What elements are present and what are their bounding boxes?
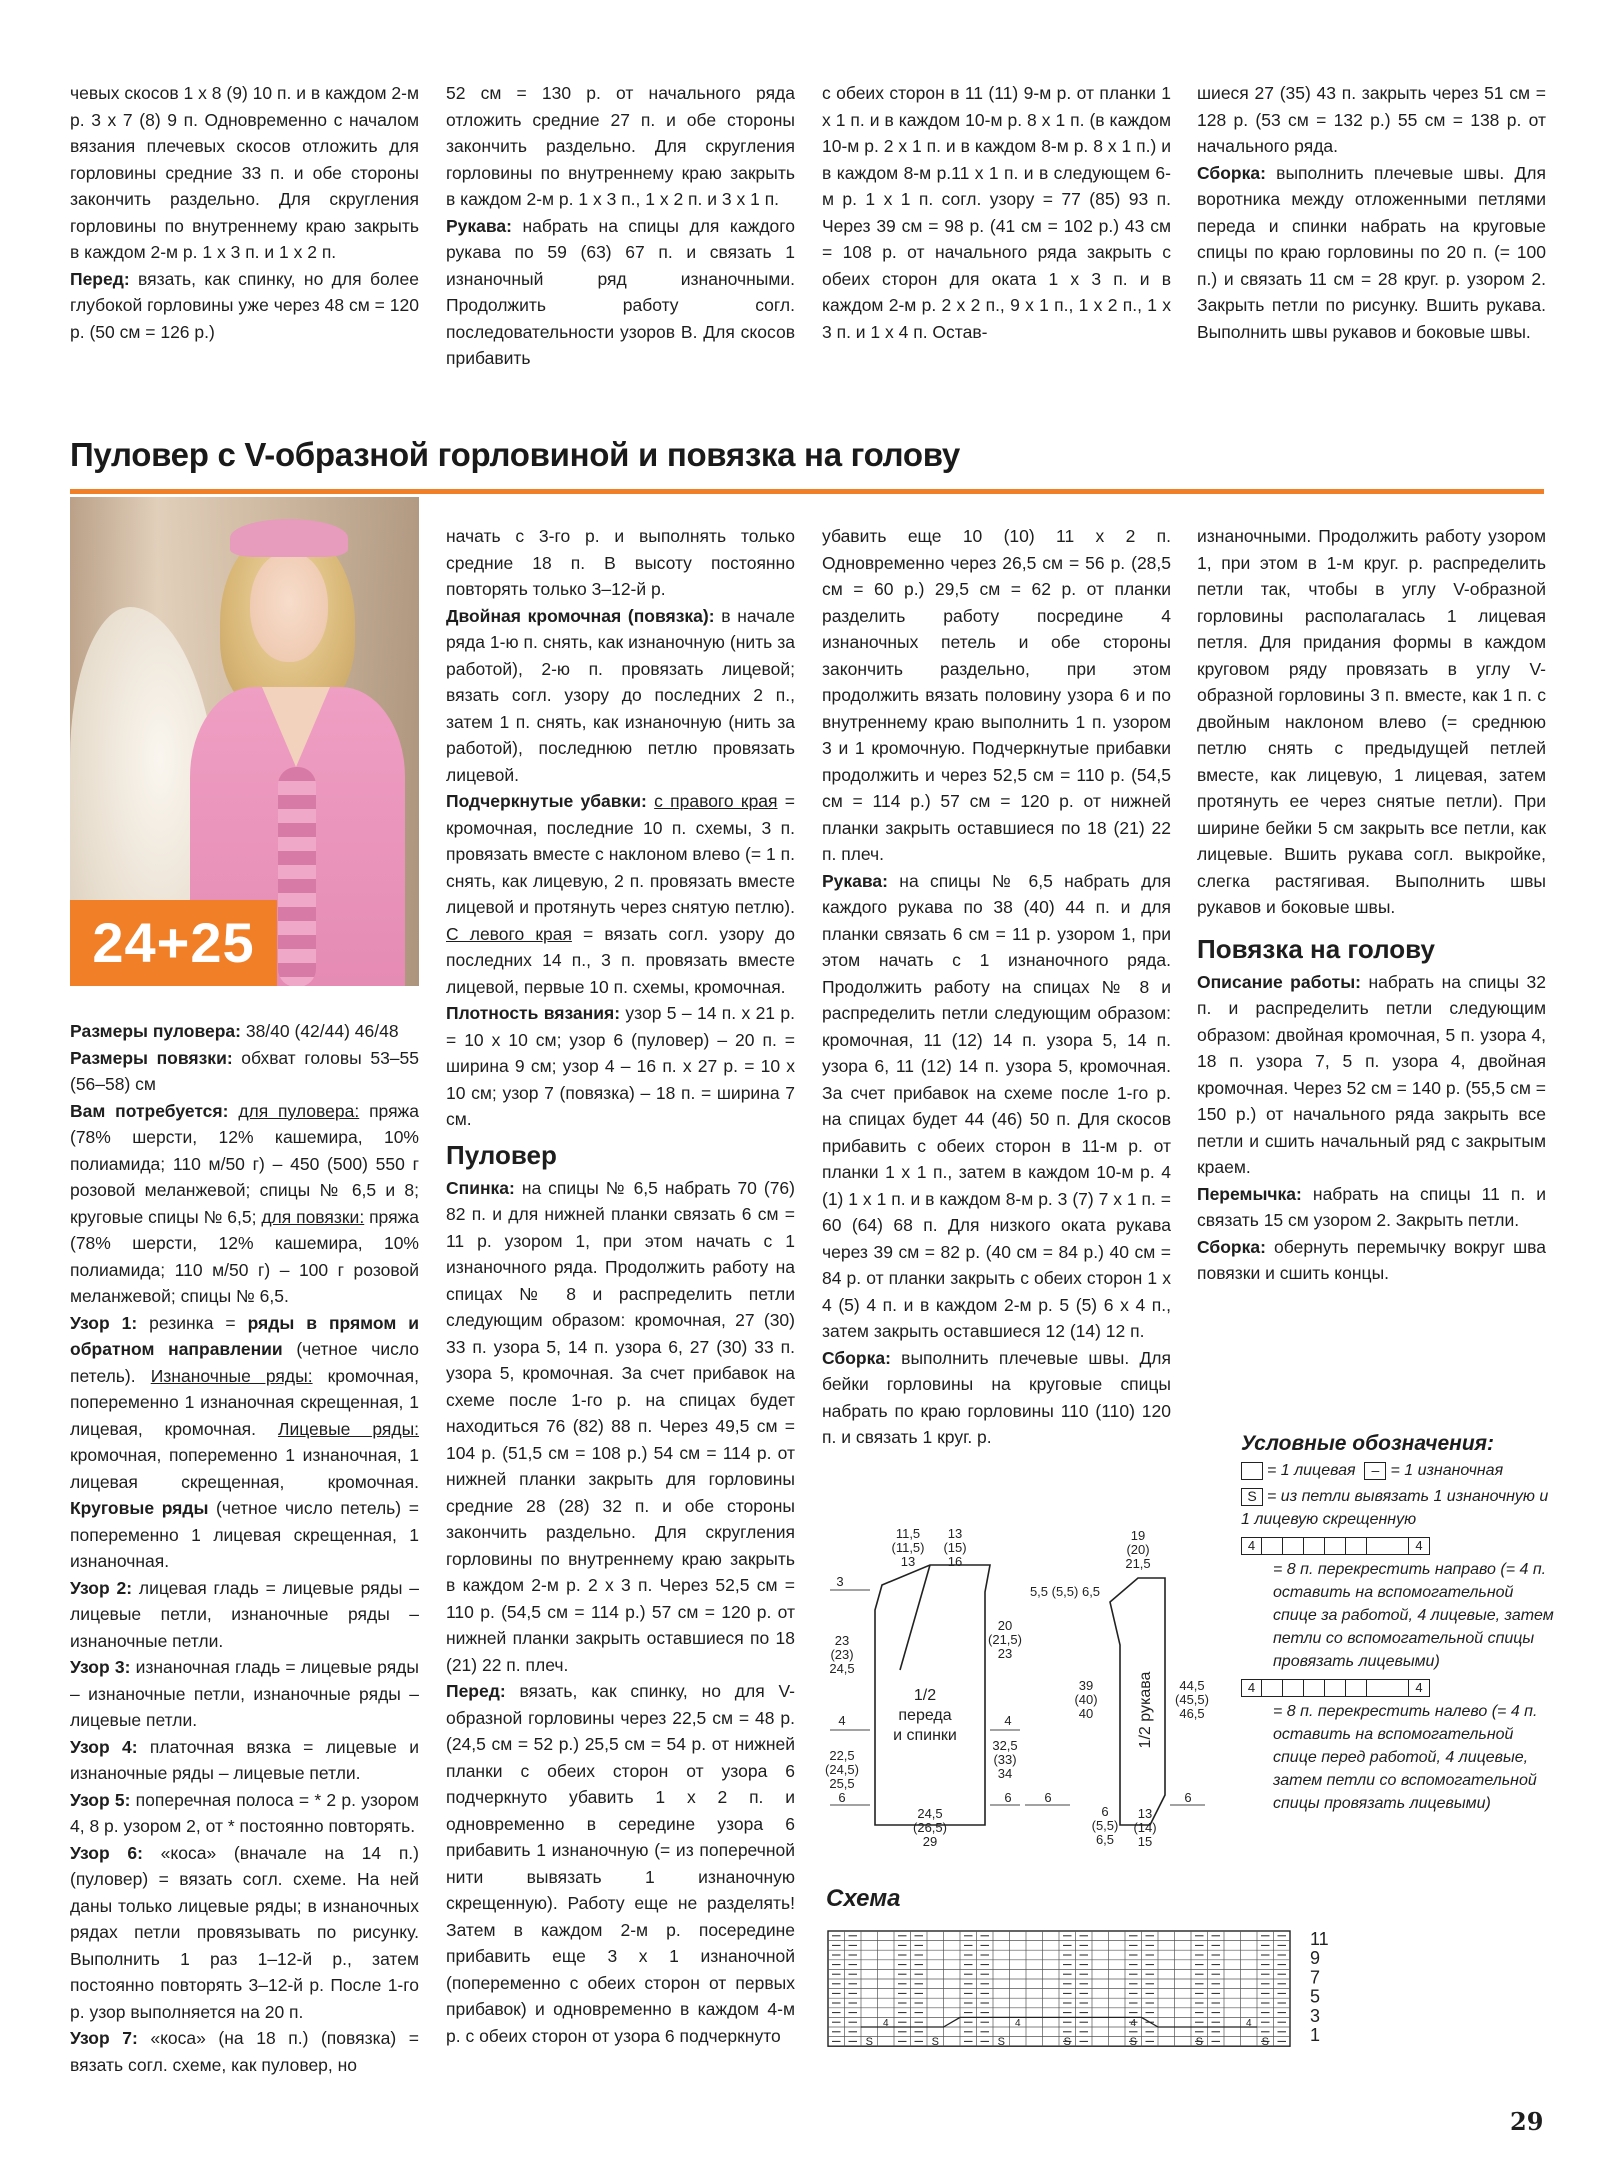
bridge-label: Перемычка: [1197,1183,1302,1204]
top-col2-sleeves-text: набрать на спицы для каждого рукава по 59 (63) 67 п. и связать 1 изнаночный ряд изнаночными. Продолжить работу согл. последовательности узоров В. Для скосов прибавить [446,215,795,368]
legend-cross-left: = 8 п. перекрестить налево (= 4 п. оставить на вспомогательной спице перед работой, 4 лицевые, затем петли со вспомогательной спицы провязать лицевыми) [1273,1703,1538,1812]
svg-text:4: 4 [838,1713,846,1728]
svg-text:4: 4 [1004,1713,1012,1728]
twist-mark: S [931,2036,939,2049]
svg-text:13: 13 [900,1554,916,1569]
sizes-label: Размеры пуловера: [70,1021,241,1041]
top-col2-text: 52 см = 130 р. от начального ряда отложить средние 27 п. и обе стороны закончить раздельно. Для скругления горловины по внутреннему краю закрыть в каждом 2-м р. 1 х 3 п., 1 х 2 п. и 3 х 1 п. [446,83,795,209]
twist-symbol-icon: S [1241,1488,1263,1506]
cross-mark: 4 [1014,2018,1021,2029]
twist-mark: S [1195,2036,1203,2049]
cross-left-symbol-icon: 4 4 [1241,1679,1561,1697]
svg-text:(33): (33) [993,1752,1017,1767]
twist-mark: S [865,2036,873,2049]
knit-symbol-icon [1241,1462,1263,1480]
article-column-4: изнаночными. Продолжить работу узором 1, при этом в 1-м круг. р. распределить петли так, чтобы в углу V-образной горловины располагалась 1 лицевая петля. Для придания формы в каждом круговом ряду провязать в углу V-образной горловины 3 п. вместе, как 1 п. с двойным наклоном влево (= среднюю петлю снять с предыдущей петлей вместе, как лицевую, 1 лицевая, затем протянуть ее через снятые петли). При ширине бейки 5 см закрыть все петли, как лицевые. Вшить рукава согл. выкройке, слегка растягивая. Выполнить швы рукавов и боковые швы. Повязка на голову Описание работы: набрать на спицы 32 п. и распределить петли следующим образом: двойная кромочная, 5 п. узора 4, 18 п. узора 7, 5 п. узора 4, двойная кромочная. Через 52 см = 140 р. (55,5 см = 150 р.) от начального ряда закрыть все петли и сшить начальный ряд с закрытым краем. Перемычка: набрать на спицы 11 п. и связать 15 см узором 2. Закрыть петли. Сборка: обернуть перемычку вокруг шва повязки и сшить концы. [1197,526,1546,1283]
pattern-2-label: Узор 2: [70,1577,133,1598]
svg-text:(11,5): (11,5) [891,1540,925,1555]
row-number: 3 [1310,2005,1321,2026]
row-number: 7 [1310,1967,1321,1988]
svg-text:6: 6 [838,1790,846,1805]
svg-text:46,5: 46,5 [1179,1706,1205,1721]
legend-twist: S = из петли вывязать 1 изнаночную и 1 лицевую скрещенную [1241,1487,1549,1528]
svg-text:(14): (14) [1133,1820,1157,1835]
top-col4-assembly-text: выполнить плечевые швы. Для воротника между отложенными петлями переда и спинки набрать на круговые спицы по краю горловины по 20 п. (= 100 п.) и связать 11 см = 28 круг. р. узором 2. Закрыть петли по рисунку. Вшить рукава. Выполнить швы рукавов и боковые швы. [1197,162,1546,342]
svg-text:22,5: 22,5 [829,1748,855,1763]
pink-headband [230,519,348,557]
twist-mark: S [997,2036,1005,2049]
front-back-label: 1/2 [913,1687,937,1704]
svg-text:6: 6 [1101,1804,1109,1819]
sleeve-label: 1/2 рукава [1137,1671,1154,1749]
svg-text:15: 15 [1137,1834,1153,1849]
headband-size-label: Размеры повязки: [70,1047,233,1068]
row-number: 9 [1310,1948,1321,1969]
svg-text:5,5 (5,5) 6,5: 5,5 (5,5) 6,5 [1029,1584,1101,1599]
top-column-4 [1197,80,1546,345]
legend [1241,1432,1561,1815]
sleeves-label: Рукава: [822,870,888,891]
svg-text:(20): (20) [1126,1542,1150,1557]
pattern-6-label: Узор 6: [70,1842,143,1863]
article-column-1: Размеры пуловера: 38/40 (42/44) 46/48 Размеры повязки: обхват головы 53–55 (56–58) см Вам потребуется: для пуловера: пряжа (78% шерсти, 12% кашемира, 10% полиамида; 110 м/50 г) – 450 (500) 550 г розовой меланжевой; спицы № 6,5 и 8; круговые спицы № 6,5; для повязки: пряжа (78% шерсти, 12% кашемира, 10% полиамида; 110 м/50 г) – 100 г розовой меланжевой; спицы № 6,5. Узор 1: резинка = ряды в прямом и обратном направлении (четное число петель). Изнаночные ряды: кромочная, попеременно 1 изнаночная скрещенная, 1 лицевая, кромочная. Лицевые ряды: кромочная, попеременно 1 изнаночная, 1 лицевая скрещенная, кромочная. Круговые ряды (четное число петель) = попеременно 1 лицевая скрещенная, 1 изнаночная. Узор 2: лицевая гладь = лицевые ряды – лицевые петли, изнаночные ряды – изнаночные петли. Узор 3: изнаночная гладь = лицевые ряды – изнаночные петли, изнаночные ряды – лицевые петли. Узор 4: платочная вязка = лицевые и изнаночные ряды – лицевые петли. Узор 5: поперечная полоса = * 2 р. узором 4, 8 р. узором 2, от * постоянно повторять. Узор 6: «коса» (вначале на 14 п.) (пуловер) = вязать согл. схеме. На ней даны только лицевые ряды; в изнаночных рядах петли провязывать по рисунку. Выполнить 1 раз 1–12-й р., затем постоянно повторять 3–12-й р. После 1-го р. узор выполняется на 20 п. Узор 7: «коса» (на 18 п.) (повязка) = вязать согл. схеме, как пуловер, но [70,1021,420,2075]
top-column-3 [822,80,1171,345]
svg-text:(21,5): (21,5) [988,1632,1022,1647]
cable-schema-chart [826,1925,1346,2050]
article-column-3: убавить еще 10 (10) 11 х 2 п. Одновременно через 26,5 см = 56 р. (28,5 см = 60 р.) 29,5 см = 62 р. от планки разделить работу посредине 4 изнаночных петель и обе стороны закончить раздельно, при этом продолжить вязать половину узора 6 и по внутреннему краю выполнить 1 п. узором 3 и 1 кромочную. Подчеркнутые прибавки продолжить и через 52,5 см = 110 р. (54,5 см = 114 р.) 57 см = 120 р. от нижней планки закрыть оставшиеся по 18 (21) 22 п. плеч. Рукава: на спицы № 6,5 набрать для каждого рукава по 38 (40) 44 п. и для планки связать 6 см = 11 р. узором 1, при этом начать с 1 изнаночного ряда. Продолжить работу на спицах № 8 и распределить петли следующим образом: кромочная, 11 (12) 14 п. узора 5, 14 п. узора 6, 11 (12) 14 п. узора 5, кромочная. За счет прибавок на схеме после 1-го р. на спицах будет 44 (46) 50 п. Для скосов прибавить с обеих сторон в 11-м р. от планки 1 х 1 п., затем в каждом 10-м р. 4 (1) 1 х 1 п. и в каждом 8-м р. 3 (7) 7 х 1 п. = 60 (64) 68 п. Для низкого оката рукава через 39 см = 82 р. (40 см = 84 р.) 40 см = 84 р. от планки закрыть с обеих сторон 1 х 4 (5) 4 п. и в каждом 2-м р. 5 (5) 6 х 4 п., затем закрыть оставшиеся 12 (14) 12 п. Сборка: выполнить плечевые швы. Для бейки горловины на круговые спицы набрать по краю горловины 110 (110) 120 п. и связать 1 круг. р. [822,526,1171,1447]
svg-text:44,5: 44,5 [1179,1678,1205,1693]
model-number-badge: 24+25 [70,900,277,986]
top-col3-text: с обеих сторон в 11 (11) 9-м р. от планки 1 х 1 п. и в каждом 10-м р. 8 х 1 п. (в каждом 10-м р. 2 х 1 п. и в каждом 8-м р. 8 х 1 п.) и в каждом 8-м р.11 х 1 п. и в следующем 6-м р. 1 х 1 п. согл. узору = 77 (85) 93 п. Через 39 см = 98 р. (41 см = 102 р.) 43 см = 108 р. от начального ряда закрыть с обеих сторон для оката 1 х 3 п. и в каждом 2-м р. 2 х 2 п., 9 х 1 п., 1 х 2 п., 1 х 3 п. и 1 х 4 п. Остав- [822,83,1171,342]
svg-text:40: 40 [1078,1706,1094,1721]
svg-text:6,5: 6,5 [1095,1832,1115,1847]
svg-text:(15): (15) [943,1540,967,1555]
sizes-value: 38/40 (42/44) 46/48 [240,1021,399,1041]
legend-cross-right: = 8 п. перекрестить направо (= 4 п. оставить на вспомогательной спице за работой, 4 лицевые, затем петли со вспомогательной спицы провязать лицевыми) [1273,1561,1554,1670]
headband-size-value: обхват головы 53–55 (56–58) см [70,1047,419,1094]
pattern-1-label: Узор 1: [70,1312,138,1333]
article-title: Пуловер с V-образной горловиной и повязка на голову [70,436,960,473]
svg-text:и спинки: и спинки [893,1727,957,1744]
pullover-heading: Пуловер [446,1139,557,1170]
top-col1-front-label: Перед: [70,268,130,289]
double-edge-label: Двойная кромочная (повязка): [446,605,715,626]
svg-text:32,5: 32,5 [992,1738,1018,1753]
svg-text:39: 39 [1078,1678,1094,1693]
svg-text:16: 16 [947,1554,963,1569]
svg-text:(5,5): (5,5) [1091,1818,1119,1833]
svg-text:29: 29 [922,1834,938,1849]
svg-text:13: 13 [947,1526,963,1541]
cross-mark: 4 [1245,2018,1252,2029]
assembly-label: Сборка: [822,1347,891,1368]
svg-text:24,5: 24,5 [829,1661,855,1676]
pattern-drawing [820,1520,1220,1850]
back-label: Спинка: [446,1177,515,1198]
svg-text:23: 23 [834,1633,850,1648]
svg-text:34: 34 [997,1766,1013,1781]
top-col2-sleeves-label: Рукава: [446,215,512,236]
page-number: 29 [1510,2107,1544,2136]
svg-text:6: 6 [1004,1790,1012,1805]
svg-text:13: 13 [1137,1806,1153,1821]
twist-mark: S [1063,2036,1071,2049]
svg-text:6: 6 [1184,1790,1192,1805]
front-label: Перед: [446,1681,506,1701]
schema-title: Схема [826,1885,901,1912]
headband-heading: Повязка на голову [1197,933,1435,964]
svg-text:(40): (40) [1074,1692,1098,1707]
svg-text:23: 23 [997,1646,1013,1661]
svg-text:(26,5): (26,5) [913,1820,947,1835]
svg-text:переда: переда [898,1707,952,1724]
row-number: 5 [1310,1986,1321,2007]
cross-mark: 4 [1130,2018,1137,2029]
svg-text:3: 3 [836,1574,844,1589]
cable-pattern [278,767,316,986]
svg-text:25,5: 25,5 [829,1776,855,1791]
work-description-label: Описание работы: [1197,971,1361,992]
pattern-4-label: Узор 4: [70,1736,138,1757]
purl-symbol-icon: – [1364,1462,1386,1480]
decreases-label: Подчеркнутые убавки: [446,791,647,811]
svg-text:(24,5): (24,5) [825,1762,859,1777]
twist-mark: S [1261,2036,1269,2049]
legend-title: Условные обозначения: [1241,1432,1495,1455]
headband-assembly-label: Сборка: [1197,1236,1266,1257]
svg-text:19: 19 [1130,1528,1146,1543]
legend-knit-purl: = 1 лицевая – = 1 изнаночная [1241,1459,1561,1482]
svg-text:11,5: 11,5 [895,1526,921,1541]
pattern-5-label: Узор 5: [70,1789,131,1810]
twist-mark: S [1129,2036,1137,2049]
cross-right-symbol-icon: 4 4 [1241,1537,1561,1555]
pattern-3-label: Узор 3: [70,1657,131,1677]
pattern-7-label: Узор 7: [70,2028,138,2048]
gauge-label: Плотность вязания: [446,1003,621,1023]
face [250,552,328,662]
top-col4-assembly-label: Сборка: [1197,162,1266,183]
svg-text:24,5: 24,5 [917,1806,943,1821]
row-number: 1 [1310,2025,1321,2045]
svg-text:20: 20 [997,1618,1013,1633]
article-column-2: начать с 3-го р. и выполнять только средние 18 п. В высоту постоянно повторять только 3–12-й р. Двойная кромочная (повязка): в начале ряда 1-ю п. снять, как изнаночную (нить за работой), 2-ю п. провязать лицевой; вязать согл. узору до последних 2 п., затем 1 п. снять, как изнаночную (нить за работой), последнюю петлю провязать лицевой. Подчеркнутые убавки: с правого края = кромочная, последние 10 п. схемы, 3 п. провязать вместе с наклоном влево (= 1 п. снять, как лицевую, 2 п. провязать вместе лицевой и протянуть через снятую петлю). С левого края = вязать согл. узору до последних 14 п., 3 п. провязать вместе лицевой, первые 10 п. схемы, кромочная. Плотность вязания: узор 5 – 14 п. х 21 р. = 10 х 10 см; узор 6 (пуловер) – 20 п. = ширина 9 см; узор 4 – 16 п. х 27 р. = 10 х 10 см; узор 7 (повязка) – 18 п. = ширина 7 см. Пуловер Спинка: на спицы № 6,5 набрать 70 (76) 82 п. и для нижней планки связать 6 см = 11 р. узором 1, при этом начать с 1 изнаночного ряда. Продолжить работу на спицах № 8 и распределить петли следующим образом: кромочная, 27 (30) 33 п. узора 5, 14 п. узора 6, 27 (30) 33 п. узора 5, кромочная. За счет прибавок на схеме после 1-го р. на спицах будет находиться 76 (82) 88 п. Через 49,5 см = 104 р. (51,5 см = 108 р.) 54 см = 114 р. от нижней планки закрыть для горловины средние 28 (28) 32 п. и обе стороны закончить раздельно. Для скругления горловины по внутреннему краю закрыть в каждом 2-м р. 2 х 3 п. Через 52,5 см = 110 р. (54,5 см = 114 р.) 57 см = 120 р. от нижней планки закрыть оставшиеся по 18 (21) 22 п. плеч. Перед: вязать, как спинку, но для V-образной горловины через 22,5 см = 48 р. (24,5 см = 52 р.) 25,5 см = 54 р. от нижней планки с обеих сторон от узора 6 подчеркнуто убавить 1 х 2 п. и одновременно в середине узора 6 прибавить 1 изнаночную (= из поперечной нити вывязать 1 изнаночную скрещенную). Работу еще не разделять! Затем в каждом 2-м р. посередине прибавить еще 3 х 1 изнаночной (попеременно с обеих сторон от первых прибавок) и одновременно в каждом 4-м р. с обеих сторон от узора 6 подчеркнуто [446,526,796,2046]
cross-mark: 4 [882,2018,889,2029]
top-col1-text: чевых скосов 1 х 8 (9) 10 п. и в каждом 2-м р. 3 х 7 (8) 9 п. Одновременно с началом вязания плечевых скосов отложить для горловины средние 33 п. и обе стороны закончить раздельно. Для скругления горловины по внутреннему краю закрыть в каждом 2-м р. 1 х 3 п. и 1 х 2 п. [70,83,419,262]
svg-text:(45,5): (45,5) [1175,1692,1209,1707]
svg-text:21,5: 21,5 [1125,1556,1151,1571]
materials-label: Вам потребуется: [70,1100,229,1121]
top-column-1 [70,80,419,345]
svg-text:(23): (23) [830,1647,854,1662]
top-column-2 [446,80,795,372]
row-number: 11 [1310,1929,1329,1949]
svg-text:6: 6 [1044,1790,1052,1805]
title-rule [70,489,1544,494]
top-col1-front-text: вязать, как спинку, но для более глубокой горловины уже через 48 см = 120 р. (50 см = 126 р.) [70,268,419,342]
top-col4-text: шиеся 27 (35) 43 п. закрыть через 51 см = 128 р. (53 см = 132 р.) 55 см = 138 р. от начального ряда. [1197,83,1546,156]
